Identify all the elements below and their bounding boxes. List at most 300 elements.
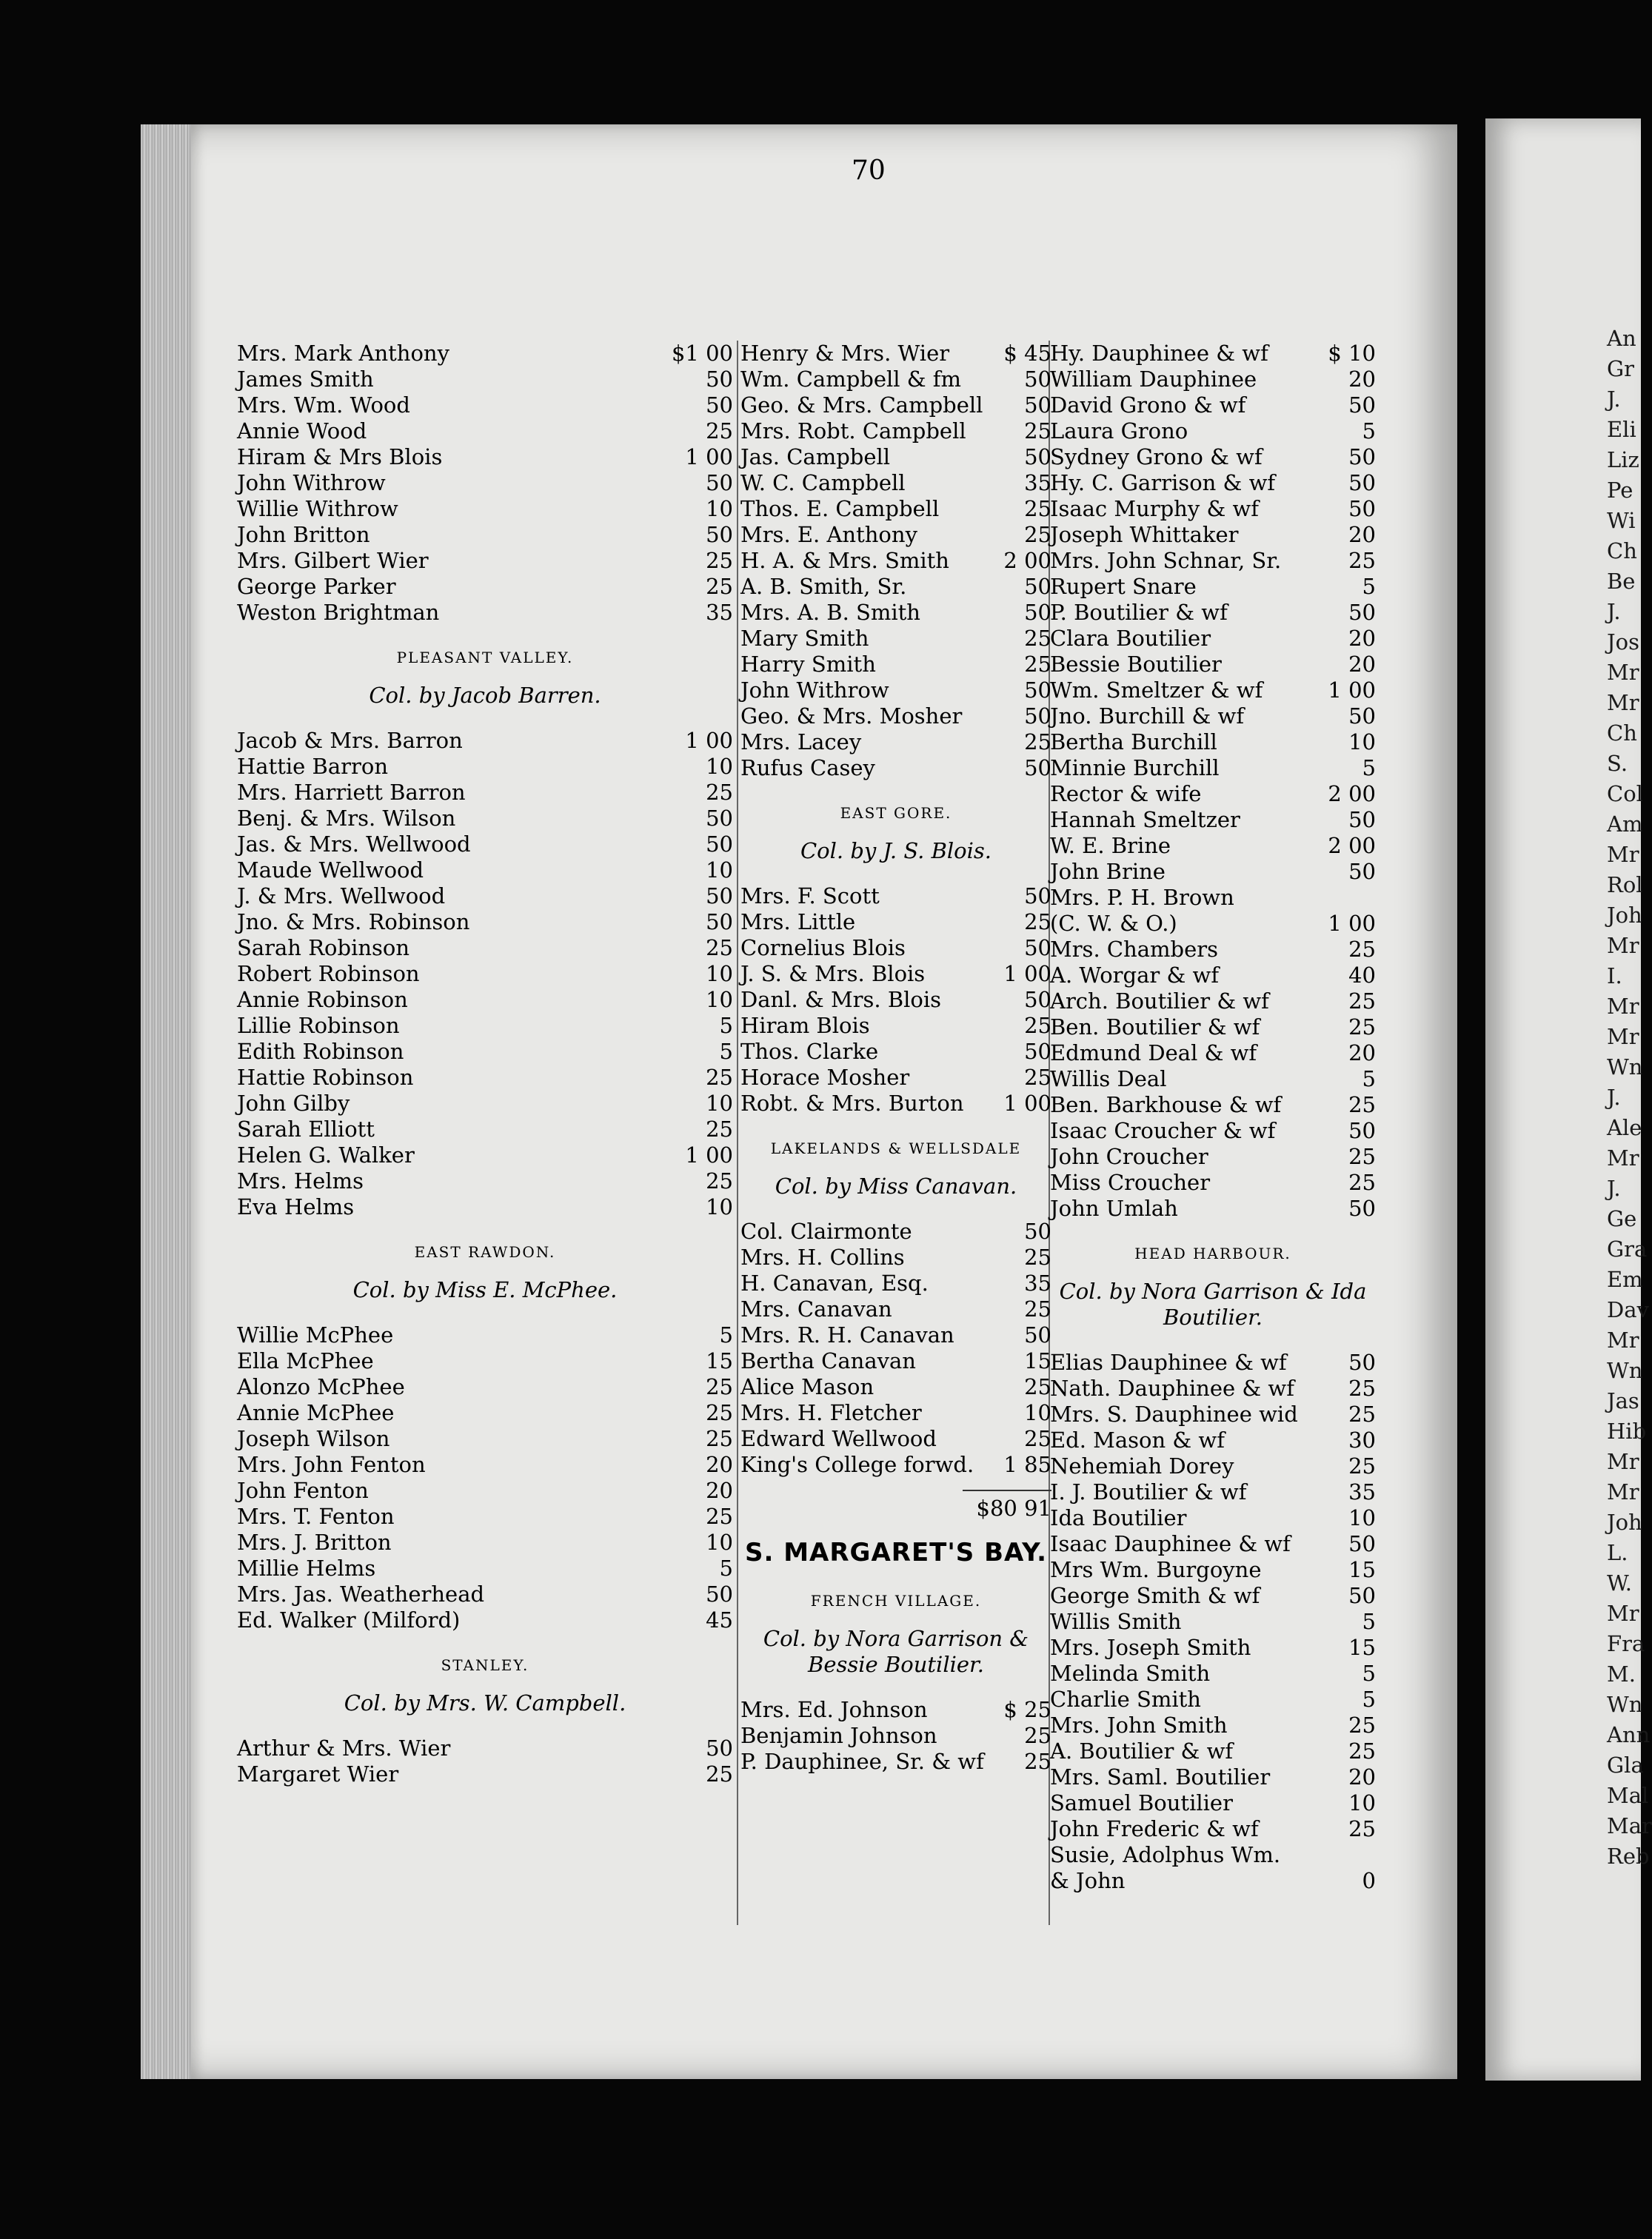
truncated-next-page-text: Gla: [1607, 1753, 1644, 1778]
subscriber-name: Willis Smith: [1050, 1609, 1182, 1634]
subscriber-name: Thos. Clarke: [740, 1039, 879, 1064]
subscriber-row: [1050, 1842, 1376, 1868]
subscriber-name: Wm. Campbell & fm: [740, 367, 962, 392]
subscription-amount: 25: [706, 780, 733, 805]
subscriber-name: Willie Withrow: [237, 496, 398, 521]
subscriber-name: Jacob & Mrs. Barron: [237, 728, 463, 753]
subscriber-name: Mrs. Lacey: [740, 729, 862, 754]
subscriber-name: Mrs. Mark Anthony: [237, 341, 449, 366]
truncated-next-page-text: Joh: [1607, 903, 1642, 928]
subscriber-name: Sarah Robinson: [237, 935, 410, 960]
subscriber-row: [740, 755, 1051, 781]
subscription-amount: 10: [706, 1091, 733, 1116]
subscriber-name: Hiram & Mrs Blois: [237, 444, 443, 469]
subscription-amount: $ 10: [1328, 341, 1376, 366]
column-1: [237, 341, 733, 1787]
subscriber-row: [740, 1426, 1051, 1452]
subscription-amount: 50: [1348, 392, 1376, 418]
subscriber-name: Mrs. E. Anthony: [740, 522, 917, 547]
truncated-next-page-text: Am: [1607, 811, 1643, 837]
subscription-amount: 30: [1348, 1428, 1376, 1453]
subscriber-name: James Smith: [237, 367, 374, 392]
subscription-amount: 50: [706, 1736, 733, 1761]
subscriber-row: [1050, 1790, 1376, 1816]
subscription-amount: [1327, 1842, 1376, 1868]
subscriber-row: [1050, 1764, 1376, 1790]
subscriber-row: [1050, 1661, 1376, 1687]
subscription-amount: 20: [1348, 1040, 1376, 1065]
subscription-amount: 25: [1024, 909, 1051, 934]
subscription-amount: 20: [1348, 367, 1376, 392]
subscriber-row: [237, 1065, 733, 1091]
subscriber-name: Rufus Casey: [740, 755, 875, 780]
subscription-amount: 25: [1348, 937, 1376, 962]
subscription-amount: 2 00: [1328, 781, 1376, 806]
subscriber-name: Jas. & Mrs. Wellwood: [237, 831, 471, 857]
subscription-amount: 50: [1024, 574, 1051, 599]
subscription-amount: 50: [1024, 935, 1051, 960]
subscription-amount: 50: [1348, 807, 1376, 832]
subscriber-name: Hy. Dauphinee & wf: [1050, 341, 1268, 366]
truncated-next-page-text: Gra: [1607, 1236, 1648, 1262]
truncated-next-page-text: Wn: [1607, 1054, 1643, 1080]
subscriber-name: Arthur & Mrs. Wier: [237, 1736, 451, 1761]
subscription-amount: 5: [719, 1039, 733, 1064]
subscription-amount: 50: [706, 367, 733, 392]
subscriber-row: [237, 1582, 733, 1607]
truncated-next-page-text: Joh: [1607, 1510, 1642, 1535]
subscriber-row: [1050, 1531, 1376, 1557]
subscriber-row: [1050, 833, 1376, 859]
subscriber-row: [1050, 522, 1376, 548]
subscription-amount: 50: [1024, 987, 1051, 1012]
subscriber-name: Ed. Mason & wf: [1050, 1428, 1225, 1453]
truncated-next-page-text: Ale: [1607, 1115, 1642, 1140]
subscriber-name: Mrs. H. Collins: [740, 1245, 905, 1270]
subscriber-row: [237, 392, 733, 418]
truncated-next-page-text: M.: [1607, 1661, 1636, 1687]
subscriber-name: & John: [1050, 1868, 1126, 1893]
subscriber-row: [1050, 600, 1376, 626]
subscriber-row: [237, 1374, 733, 1400]
subscription-amount: 10: [706, 857, 733, 883]
page-number: 70: [852, 155, 886, 186]
subscription-amount: 15: [1024, 1348, 1051, 1373]
subscription-amount: 10: [1348, 1505, 1376, 1530]
subscriber-name: Minnie Burchill: [1050, 755, 1220, 780]
subscription-amount: 25: [1024, 1723, 1051, 1748]
subscription-amount: 1 00: [1328, 677, 1376, 703]
subscriber-row: [1050, 341, 1376, 367]
subscriber-row: [237, 883, 733, 909]
truncated-next-page-text: Be: [1607, 569, 1636, 594]
subscription-amount: 10: [1024, 1400, 1051, 1425]
subscriber-row: [1050, 548, 1376, 574]
truncated-next-page-text: Mr: [1607, 690, 1639, 715]
subscriber-name: Mrs. Gilbert Wier: [237, 548, 429, 573]
subscriber-name: Mrs. A. B. Smith: [740, 600, 920, 625]
subscription-amount: 50: [1024, 444, 1051, 469]
truncated-next-page-text: Fra: [1607, 1631, 1645, 1656]
subscriber-row: [1050, 1816, 1376, 1842]
subscriber-row: [1050, 1170, 1376, 1196]
truncated-next-page-text: I.: [1607, 963, 1622, 988]
subscriber-row: [740, 522, 1051, 548]
subscription-amount: 25: [706, 1065, 733, 1090]
collector-line: Col. by Nora Garrison & Bessie Boutilier.: [763, 1626, 1029, 1677]
subscriber-name: Geo. & Mrs. Campbell: [740, 392, 983, 418]
subscriber-row: [1050, 1453, 1376, 1479]
subscription-amount: 45: [706, 1607, 733, 1633]
subscriber-row: [1050, 911, 1376, 937]
subscription-amount: 50: [706, 831, 733, 857]
subscriber-name: Rupert Snare: [1050, 574, 1197, 599]
subscriber-row: [237, 1452, 733, 1478]
subscription-amount: 25: [1024, 1296, 1051, 1322]
subscriber-row: [237, 1761, 733, 1787]
subscriber-row: [740, 444, 1051, 470]
subscriber-name: Edith Robinson: [237, 1039, 404, 1064]
subscriber-row: [1050, 1479, 1376, 1505]
subscriber-row: [1050, 1118, 1376, 1144]
subscription-amount: 25: [706, 418, 733, 444]
subscription-amount: 5: [719, 1556, 733, 1581]
subscriber-row: [740, 470, 1051, 496]
subscriber-row: [740, 1245, 1051, 1271]
subscriber-row: [740, 626, 1051, 652]
subscriber-name: John Britton: [237, 522, 370, 547]
subscriber-name: Mrs. Saml. Boutilier: [1050, 1764, 1271, 1790]
subscription-amount: 5: [1362, 574, 1376, 599]
collector-line: Col. by Mrs. W. Campbell.: [344, 1690, 626, 1716]
truncated-next-page-text: Jas: [1607, 1388, 1639, 1413]
subscriber-name: Mrs. Ed. Johnson: [740, 1697, 928, 1722]
truncated-next-page-text: An: [1607, 326, 1636, 351]
truncated-next-page-text: Wi: [1607, 508, 1636, 533]
subscription-amount: 15: [1348, 1557, 1376, 1582]
subscription-amount: 20: [706, 1452, 733, 1477]
subscriber-row: [237, 341, 733, 367]
subscriber-name: John Croucher: [1050, 1144, 1208, 1169]
subscriber-row: [1050, 703, 1376, 729]
subscriber-name: Alonzo McPhee: [237, 1374, 405, 1399]
subscriber-name: Melinda Smith: [1050, 1661, 1211, 1686]
subscriber-row: [237, 728, 733, 754]
truncated-next-page-text: Ge: [1607, 1206, 1637, 1231]
subscriber-row: [1050, 418, 1376, 444]
section-heading: EAST GORE.: [840, 804, 952, 822]
truncated-next-page-text: J.: [1607, 386, 1621, 412]
subscriber-name: W. C. Campbell: [740, 470, 906, 495]
subscriber-name: Nehemiah Dorey: [1050, 1453, 1234, 1479]
subscriber-name: Mrs. Canavan: [740, 1296, 892, 1322]
subscriber-name: Hiram Blois: [740, 1013, 870, 1038]
subscriber-row: [740, 883, 1051, 909]
subscription-amount: 25: [706, 1117, 733, 1142]
subscription-amount: 35: [1348, 1479, 1376, 1505]
subscriber-row: [740, 935, 1051, 961]
subscriber-row: [740, 703, 1051, 729]
subscriber-row: [237, 1168, 733, 1194]
subscriber-name: Nath. Dauphinee & wf: [1050, 1376, 1294, 1401]
subscription-amount: 1 00: [685, 444, 733, 469]
subscriber-name: Millie Helms: [237, 1556, 376, 1581]
subscriber-name: Mrs. S. Dauphinee wid: [1050, 1402, 1298, 1427]
subscription-amount: 20: [706, 1478, 733, 1503]
subscriber-row: [740, 392, 1051, 418]
subscriber-row: [237, 1348, 733, 1374]
subscriber-row: [740, 1723, 1051, 1749]
subscriber-name: H. A. & Mrs. Smith: [740, 548, 949, 573]
subscription-amount: 25: [1024, 496, 1051, 521]
subscriber-row: [237, 444, 733, 470]
subscriber-name: George Parker: [237, 574, 396, 599]
subscriber-row: [1050, 1350, 1376, 1376]
truncated-next-page-text: Jos: [1607, 629, 1639, 655]
section-heading: STANLEY.: [441, 1656, 529, 1674]
subscriber-row: [1050, 496, 1376, 522]
subscriber-row: [740, 367, 1051, 392]
subscriber-name: Charlie Smith: [1050, 1687, 1201, 1712]
subscriber-row: [237, 367, 733, 392]
subscriber-row: [740, 1065, 1051, 1091]
subscriber-row: [1050, 1196, 1376, 1222]
subscriber-name: Mrs. John Smith: [1050, 1713, 1228, 1738]
subscription-amount: 50: [1024, 677, 1051, 703]
subscriber-name: Ed. Walker (Milford): [237, 1607, 461, 1633]
collector-line: Col. by Nora Garrison & Ida Boutilier.: [1059, 1279, 1367, 1330]
subscription-amount: 50: [1024, 600, 1051, 625]
truncated-next-page-text: Mr: [1607, 842, 1639, 867]
subscriber-name: Isaac Murphy & wf: [1050, 496, 1260, 521]
subscriber-name: A. Worgar & wf: [1050, 963, 1220, 988]
subscriber-row: [1050, 392, 1376, 418]
subscriber-name: A. B. Smith, Sr.: [740, 574, 907, 599]
subscription-amount: 25: [706, 1400, 733, 1425]
subscriber-name: Ben. Barkhouse & wf: [1050, 1092, 1282, 1117]
subscription-amount: 2 00: [1003, 548, 1051, 573]
subscription-amount: 25: [706, 1426, 733, 1451]
subscription-amount: 50: [1348, 1583, 1376, 1608]
subscription-amount: 25: [1024, 522, 1051, 547]
subscriber-row: [740, 1749, 1051, 1775]
subscriber-row: [740, 1296, 1051, 1322]
subscriber-row: [237, 1478, 733, 1504]
subscriber-name: John Brine: [1050, 859, 1166, 884]
subscriber-row: [237, 470, 733, 496]
subscription-amount: 25: [706, 1504, 733, 1529]
subscriber-row: [1050, 1635, 1376, 1661]
subscriber-row: [237, 1194, 733, 1220]
subscriber-row: [1050, 444, 1376, 470]
subscription-amount: 10: [706, 1194, 733, 1219]
subscriber-name: J. S. & Mrs. Blois: [740, 961, 926, 986]
truncated-next-page-text: S.: [1607, 751, 1628, 776]
subscriber-row: [237, 1117, 733, 1142]
subscriber-name: Margaret Wier: [237, 1761, 399, 1787]
subscription-amount: 50: [1024, 367, 1051, 392]
subscriber-name: John Gilby: [237, 1091, 350, 1116]
subscription-amount: 15: [1348, 1635, 1376, 1660]
subscriber-row: [740, 418, 1051, 444]
subscriber-name: Mrs. Helms: [237, 1168, 364, 1194]
subscription-amount: 50: [1348, 703, 1376, 729]
subscriber-row: [1050, 1428, 1376, 1453]
subscriber-name: I. J. Boutilier & wf: [1050, 1479, 1247, 1505]
subscriber-name: Geo. & Mrs. Mosher: [740, 703, 963, 729]
subscriber-name: Hattie Robinson: [237, 1065, 414, 1090]
subscriber-row: [1050, 988, 1376, 1014]
subscription-amount: 25: [706, 1374, 733, 1399]
subscriber-name: Cornelius Blois: [740, 935, 906, 960]
subscriber-name: Susie, Adolphus Wm.: [1050, 1842, 1281, 1867]
subscriber-name: Annie Wood: [237, 418, 367, 444]
subscriber-row: [740, 987, 1051, 1013]
subscriber-name: John Frederic & wf: [1050, 1816, 1259, 1841]
subscription-amount: 50: [1024, 755, 1051, 780]
subscriber-name: Maude Wellwood: [237, 857, 424, 883]
subscriber-row: [740, 1271, 1051, 1296]
subscriber-row: [740, 1374, 1051, 1400]
truncated-next-page-text: Ch: [1607, 720, 1637, 746]
subscriber-name: Annie McPhee: [237, 1400, 395, 1425]
truncated-next-page-text: Liz: [1607, 447, 1639, 472]
subscriber-row: [1050, 1868, 1376, 1894]
subscription-amount: 25: [1348, 1376, 1376, 1401]
subscriber-name: Hannah Smeltzer: [1050, 807, 1240, 832]
subscriber-row: [740, 1219, 1051, 1245]
truncated-next-page-text: Pe: [1607, 478, 1633, 503]
truncated-next-page-text: Hib: [1607, 1419, 1647, 1444]
subscriber-name: Alice Mason: [740, 1374, 875, 1399]
subscriber-name: Robt. & Mrs. Burton: [740, 1091, 964, 1116]
truncated-next-page-text: Wn: [1607, 1358, 1643, 1383]
subscription-amount: 50: [1348, 1531, 1376, 1556]
truncated-next-page-text: L.: [1607, 1540, 1628, 1565]
truncated-next-page-text: Mr: [1607, 994, 1639, 1019]
subscriber-name: Joseph Wilson: [237, 1426, 390, 1451]
subscriber-name: Mrs Wm. Burgoyne: [1050, 1557, 1262, 1582]
subscription-amount: 50: [1024, 703, 1051, 729]
subscription-amount: 50: [706, 522, 733, 547]
subscription-amount: 50: [1348, 470, 1376, 495]
subscriber-name: Mrs. Joseph Smith: [1050, 1635, 1251, 1660]
subscriber-name: Clara Boutilier: [1050, 626, 1211, 651]
subscriber-name: Thos. E. Campbell: [740, 496, 940, 521]
subscriber-name: Mrs. R. H. Canavan: [740, 1322, 954, 1348]
subscription-amount: 5: [1362, 1661, 1376, 1686]
subscription-amount: 25: [1024, 729, 1051, 754]
subscription-amount: 40: [1348, 963, 1376, 988]
subscriber-row: [1050, 677, 1376, 703]
subscriber-row: [1050, 1402, 1376, 1428]
subscriber-name: Horace Mosher: [740, 1065, 910, 1090]
truncated-next-page-text: Dav: [1607, 1297, 1649, 1322]
subscriber-name: H. Canavan, Esq.: [740, 1271, 929, 1296]
subscriber-row: [1050, 1066, 1376, 1092]
subscriber-name: Jno. & Mrs. Robinson: [237, 909, 470, 934]
subscriber-row: [237, 574, 733, 600]
truncated-next-page-text: Mr: [1607, 1449, 1639, 1474]
subscription-amount: 25: [706, 548, 733, 573]
subscription-amount: 10: [1348, 729, 1376, 754]
subscriber-name: Ida Boutilier: [1050, 1505, 1187, 1530]
subscriber-name: Mrs. Jas. Weatherhead: [237, 1582, 485, 1607]
subscription-amount: 5: [1362, 1687, 1376, 1712]
subscription-amount: 20: [1348, 626, 1376, 651]
truncated-next-page-text: Wn: [1607, 1692, 1643, 1717]
subscription-amount: 25: [706, 574, 733, 599]
truncated-next-page-text: Mr: [1607, 660, 1639, 685]
subscriber-row: [740, 1013, 1051, 1039]
subscriber-row: [237, 806, 733, 831]
subscriber-name: P. Boutilier & wf: [1050, 600, 1228, 625]
subscriber-name: Bessie Boutilier: [1050, 652, 1222, 677]
subscriber-row: [237, 909, 733, 935]
subscriber-name: King's College forwd.: [740, 1452, 974, 1477]
subscriber-name: Mrs. T. Fenton: [237, 1504, 395, 1529]
subscription-amount: 10: [706, 987, 733, 1012]
truncated-next-page-text: Mr: [1607, 1024, 1639, 1049]
subscriber-name: W. E. Brine: [1050, 833, 1171, 858]
subscription-amount: 50: [1024, 1219, 1051, 1244]
subscription-amount: 5: [1362, 755, 1376, 780]
truncated-next-page-text: W.: [1607, 1570, 1632, 1596]
subscriber-row: [237, 857, 733, 883]
subscriber-row: [1050, 574, 1376, 600]
subscriber-row: [1050, 1687, 1376, 1713]
subscription-amount: 25: [1024, 1065, 1051, 1090]
subscriber-row: [740, 600, 1051, 626]
truncated-next-page-text: Ann: [1607, 1722, 1651, 1747]
truncated-next-page-text: Mr: [1607, 933, 1639, 958]
subscriber-row: [740, 548, 1051, 574]
subscription-amount: 50: [706, 392, 733, 418]
subscription-amount: 50: [1348, 496, 1376, 521]
subscriber-name: Mrs. Harriett Barron: [237, 780, 466, 805]
subscriber-name: Ella McPhee: [237, 1348, 374, 1373]
subscription-amount: 25: [1024, 1245, 1051, 1270]
subscriber-row: [1050, 859, 1376, 885]
subscriber-name: Robert Robinson: [237, 961, 420, 986]
subscriber-row: [1050, 652, 1376, 677]
subscriber-name: Edward Wellwood: [740, 1426, 937, 1451]
subscriber-name: Sydney Grono & wf: [1050, 444, 1263, 469]
subscriber-row: [1050, 1557, 1376, 1583]
subscription-amount: 1 85: [1003, 1452, 1051, 1477]
subscription-amount: $1 00: [671, 341, 733, 366]
subscription-amount: 50: [706, 1582, 733, 1607]
subscriber-row: [1050, 729, 1376, 755]
truncated-next-page-text: Ch: [1607, 538, 1637, 563]
subscriber-row: [740, 909, 1051, 935]
subscription-amount: 10: [706, 496, 733, 521]
subscriber-name: P. Dauphinee, Sr. & wf: [740, 1749, 984, 1774]
subscription-amount: 25: [1348, 1713, 1376, 1738]
subscription-amount: 5: [719, 1013, 733, 1038]
subscription-amount: 25: [1348, 1092, 1376, 1117]
subscriber-name: Mary Smith: [740, 626, 869, 651]
subscriber-name: J. & Mrs. Wellwood: [237, 883, 446, 908]
subscriber-name: Hy. C. Garrison & wf: [1050, 470, 1276, 495]
collector-line: Col. by J. S. Blois.: [800, 838, 992, 863]
subscriber-name: Mrs. Chambers: [1050, 937, 1219, 962]
subscription-amount: 1 00: [685, 728, 733, 753]
subscriber-row: [237, 548, 733, 574]
column-rule: [737, 341, 738, 1925]
subscription-amount: 35: [1024, 1271, 1051, 1296]
subscription-amount: 1 00: [1328, 911, 1376, 936]
